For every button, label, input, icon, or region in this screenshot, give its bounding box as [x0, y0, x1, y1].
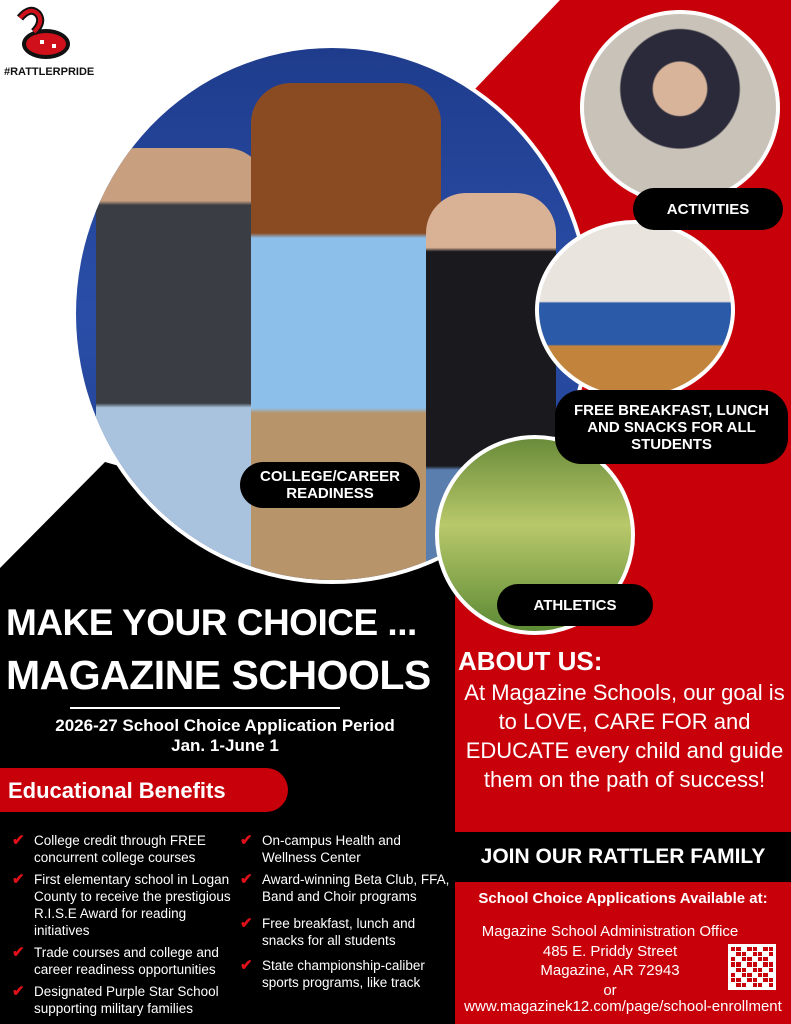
- hashtag: #RATTLERPRIDE: [4, 66, 95, 78]
- address: Magazine School Administration Office 485 E. Priddy Street Magazine, AR 72943 or: [481, 923, 739, 999]
- athletics-label: ATHLETICS: [497, 584, 653, 626]
- benefits-left-list: [12, 832, 232, 1022]
- food-label: FREE BREAKFAST, LUNCH AND SNACKS FOR ALL STUDENTS: [555, 390, 788, 464]
- divider: [70, 707, 340, 709]
- check-icon: ✔: [12, 832, 25, 849]
- benefit-item: ✔ On-campus Health and Wellness Center: [240, 832, 401, 865]
- headline-line1: MAKE YOUR CHOICE ...: [6, 602, 417, 643]
- check-icon: ✔: [12, 871, 25, 888]
- headline-line2: MAGAZINE SCHOOLS: [6, 652, 431, 698]
- college-career-label: COLLEGE/CAREER READINESS: [240, 462, 420, 508]
- about-body: At Magazine Schools, our goal is to LOVE, CARE FOR and EDUCATE every child and guide them on the path of success!: [464, 680, 785, 792]
- benefit-item: ✔ Free breakfast, lunch and snacks for all students: [240, 915, 416, 948]
- check-icon: ✔: [12, 944, 25, 961]
- period-dates: Jan. 1-June 1: [171, 736, 279, 755]
- check-icon: ✔: [240, 957, 253, 974]
- enrollment-link[interactable]: www.magazinek12.com/page/school-enrollment: [464, 998, 782, 1015]
- food-photo: [535, 220, 735, 400]
- join-banner: JOIN OUR RATTLER FAMILY: [455, 832, 791, 882]
- qr-code-icon[interactable]: [728, 944, 776, 990]
- benefits-title: Educational Benefits: [0, 768, 288, 812]
- benefit-item: ✔ College credit through FREE concurrent college courses: [12, 832, 206, 865]
- benefit-item: ✔ First elementary school in Logan County to receive the prestigious R.I.S.E Award for reading initiatives: [12, 871, 231, 938]
- activities-photo: [580, 10, 780, 205]
- rattlesnake-logo-icon: [10, 4, 72, 62]
- application-period: [0, 716, 450, 756]
- check-icon: ✔: [240, 915, 253, 932]
- check-icon: ✔: [240, 832, 253, 849]
- benefit-item: ✔ Trade courses and college and career readiness opportunities: [12, 944, 219, 977]
- period-title: 2026-27 School Choice Application Period: [55, 716, 395, 735]
- benefits-right-list: [240, 832, 450, 996]
- benefit-item: ✔ Award-winning Beta Club, FFA, Band and Choir programs: [240, 871, 450, 904]
- applications-title: School Choice Applications Available at:: [478, 890, 768, 907]
- check-icon: ✔: [240, 871, 253, 888]
- check-icon: ✔: [12, 983, 25, 1000]
- benefit-item: ✔ Designated Purple Star School supporting military families: [12, 983, 219, 1016]
- activities-label: ACTIVITIES: [633, 188, 783, 230]
- benefit-item: ✔ State championship-caliber sports programs, like track: [240, 957, 425, 990]
- about-title: ABOUT US:: [458, 646, 603, 676]
